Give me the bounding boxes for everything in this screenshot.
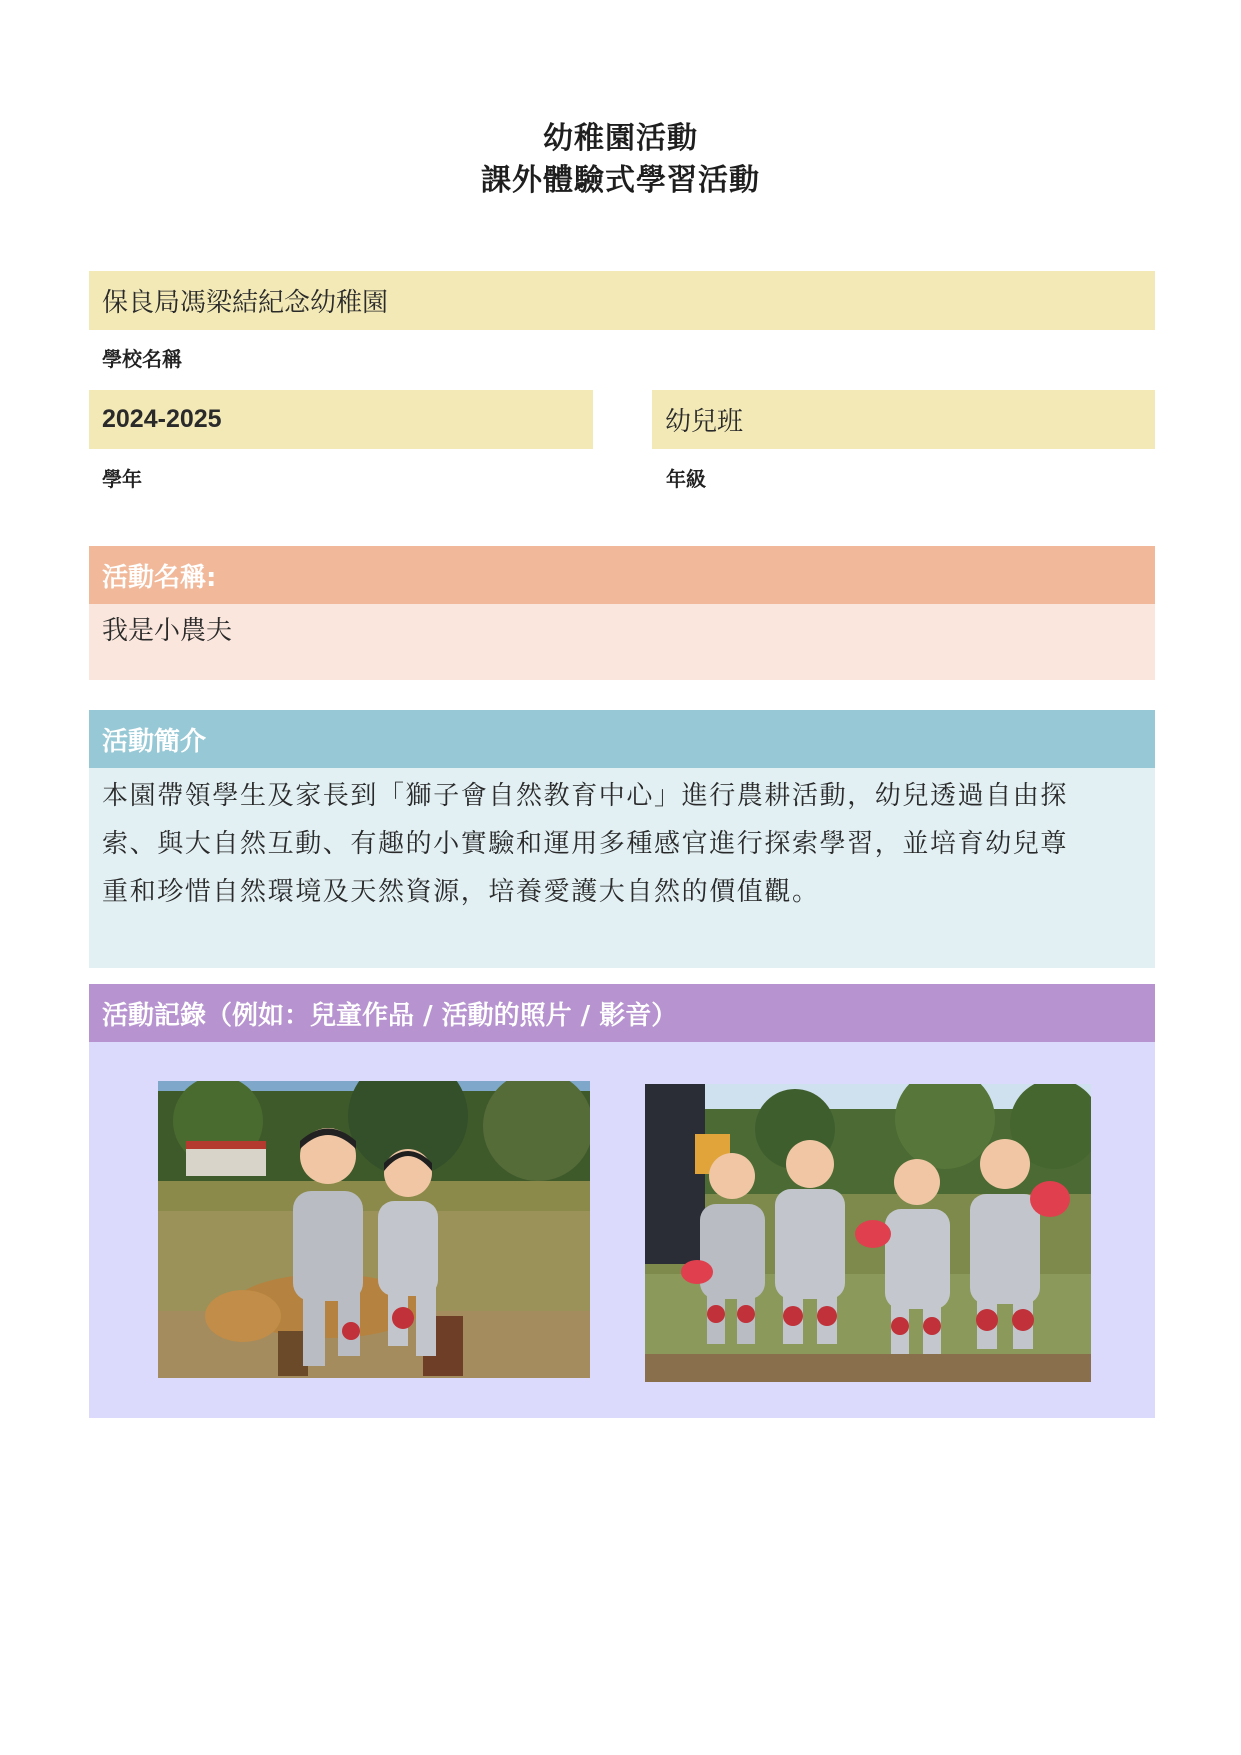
- school-year-field: [89, 390, 593, 449]
- photo-children-with-watering-cans: [645, 1084, 1091, 1382]
- grade-label: 年級: [666, 467, 706, 491]
- school-year-label: 學年: [102, 467, 142, 491]
- intro-line-3: 重和珍惜自然環境及天然資源，培養愛護大自然的價值觀。: [102, 877, 820, 907]
- activity-name-header-text: 活動名稱:: [102, 562, 217, 593]
- intro-line-1: 本園帶領學生及家長到「獅子會自然教育中心」進行農耕活動，幼兒透過自由探: [102, 781, 1069, 811]
- school-name-field: [89, 271, 1155, 330]
- activity-name-header: [89, 546, 1155, 604]
- school-name-value: 保良局馮梁結紀念幼稚園: [102, 288, 389, 318]
- activity-record-header-text: 活動記錄: [102, 1000, 207, 1031]
- activity-record-header: [89, 984, 1155, 1042]
- grade-field: [652, 390, 1155, 449]
- intro-line-2: 索、與大自然互動、有趣的小實驗和運用多種感官進行探索學習，並培育幼兒尊: [102, 829, 1069, 859]
- activity-record-header-note: （例如：兒童作品 / 活動的照片 / 影音）: [206, 1000, 678, 1031]
- grade-value: 幼兒班: [665, 407, 744, 437]
- title-line-2: 課外體驗式學習活動: [481, 163, 760, 198]
- activity-intro-header-text: 活動簡介: [102, 726, 207, 757]
- activity-intro-text: [102, 772, 1152, 916]
- title-line-1: 幼稚園活動: [543, 121, 698, 156]
- photo-children-on-wooden-animal: [158, 1081, 590, 1378]
- activity-intro-header: [89, 710, 1155, 768]
- activity-name-value: 我是小農夫: [102, 616, 233, 646]
- school-year-value: 2024-2025: [102, 405, 222, 433]
- school-name-label: 學校名稱: [102, 347, 182, 371]
- document-title: [0, 118, 1241, 202]
- activity-name-body: [89, 604, 1155, 680]
